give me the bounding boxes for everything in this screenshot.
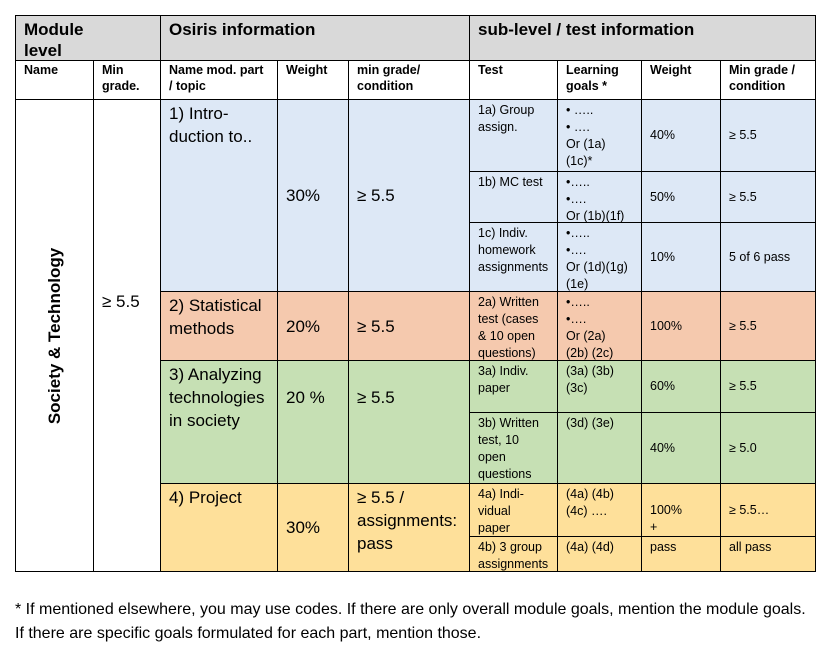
test-1c-goals: •….. •…. Or (1d)(1g) (1e) (557, 222, 642, 292)
test-1b-name: 1b) MC test (469, 171, 558, 223)
part-2-weight-cell (277, 291, 349, 361)
test-4b-weight-cell (641, 536, 721, 572)
module-min-grade: ≥ 5.5 (93, 99, 161, 572)
test-2a-weight-cell (641, 291, 721, 361)
test-1b-condition-cell (720, 171, 816, 223)
test-1b-weight-cell (641, 171, 721, 223)
test-1a-weight-cell (641, 99, 721, 172)
part-3-weight-cell (277, 360, 349, 484)
test-4b-goals: (4a) (4d) (557, 536, 642, 572)
test-4b-name: 4b) 3 group assignments (469, 536, 558, 572)
subheader-test: Test (469, 60, 558, 100)
test-3b-name: 3b) Written test, 10 open questions (469, 412, 558, 484)
test-3a-weight: 60% (650, 379, 676, 393)
test-3b-goals: (3d) (3e) (557, 412, 642, 484)
test-1c-condition-cell (720, 222, 816, 292)
part-3-weight: 20 % (286, 388, 325, 407)
part-2-topic: 2) Statistical methods (160, 291, 278, 361)
test-3b-weight: 40% (650, 440, 676, 455)
test-4a-goals: (4a) (4b) (4c) …. (557, 483, 642, 537)
part-2-weight: 20% (286, 316, 321, 336)
test-3b-weight-cell (641, 412, 721, 484)
part-1-condition-cell (348, 99, 470, 292)
part-1-condition: ≥ 5.5 (357, 186, 395, 205)
test-2a-condition-cell (720, 291, 816, 361)
test-1c-name: 1c) Indiv. homework assignments (469, 222, 558, 292)
test-4b-weight: pass (650, 540, 677, 554)
test-4a-condition: ≥ 5.5… (729, 503, 770, 517)
test-1a-condition: ≥ 5.5 (729, 128, 757, 142)
header-osiris-information: Osiris information (160, 15, 470, 61)
module-table (15, 15, 816, 572)
subheader-learning-goals: Learning goals * (557, 60, 642, 100)
test-3b-condition: ≥ 5.0 (729, 440, 757, 455)
part-2-condition-cell (348, 291, 470, 361)
part-4-topic: 4) Project (160, 483, 278, 572)
test-2a-name: 2a) Written test (cases & 10 open questions) (469, 291, 558, 361)
test-2a-weight: 100% (650, 318, 682, 333)
part-1-weight-cell (277, 99, 349, 292)
subheader-test-weight: Weight (641, 60, 721, 100)
test-1b-weight: 50% (650, 189, 676, 204)
test-1b-goals: •….. •…. Or (1b)(1f) (557, 171, 642, 223)
test-1b-condition: ≥ 5.5 (729, 189, 757, 204)
test-3a-goals: (3a) (3b) (3c) (557, 360, 642, 413)
test-3a-condition: ≥ 5.5 (729, 379, 757, 393)
subheader-min-grade-condition: min grade/ condition (348, 60, 470, 100)
part-4-weight-cell (277, 483, 349, 572)
test-4a-condition-cell (720, 483, 816, 537)
test-3a-condition-cell (720, 360, 816, 413)
part-3-topic: 3) Analyzing technologies in society (160, 360, 278, 484)
test-4b-condition-cell (720, 536, 816, 572)
part-3-condition: ≥ 5.5 (357, 388, 395, 407)
test-4a-weight: 100% + (641, 483, 721, 537)
test-4b-condition: all pass (729, 540, 772, 554)
test-3b-condition-cell (720, 412, 816, 484)
test-1c-weight-cell (641, 222, 721, 292)
subheader-test-min-grade-condition: Min grade / condition (720, 60, 816, 100)
test-1a-condition-cell (720, 99, 816, 172)
test-1c-condition: 5 of 6 pass (729, 249, 791, 264)
test-1a-weight: 40% (650, 128, 676, 142)
test-1c-weight: 10% (650, 249, 676, 264)
subheader-name-mod-part: Name mod. part / topic (160, 60, 278, 100)
subheader-min-grade: Min grade. (93, 60, 161, 100)
subheader-name: Name (15, 60, 94, 100)
test-2a-goals: •….. •…. Or (2a) (2b) (2c) (557, 291, 642, 361)
part-3-condition-cell (348, 360, 470, 484)
part-1-weight: 30% (286, 186, 321, 205)
module-name-cell (15, 99, 94, 572)
test-3a-name: 3a) Indiv. paper (469, 360, 558, 413)
test-1a-goals: • ….. • …. Or (1a) (1c)* (557, 99, 642, 172)
part-4-condition: ≥ 5.5 / assignments: pass (348, 483, 470, 572)
subheader-weight: Weight (277, 60, 349, 100)
header-sub-level-test-information: sub-level / test information (469, 15, 816, 61)
part-2-condition: ≥ 5.5 (357, 316, 395, 336)
test-3a-weight-cell (641, 360, 721, 413)
part-4-weight: 30% (286, 518, 321, 537)
header-module-level: Module level (15, 15, 161, 61)
footnote: * If mentioned elsewhere, you may use codes. If there are only overall module goals, mention the module goals. If there are specific goals formulated for each part, mention those. (15, 601, 806, 642)
part-1-topic: 1) Intro- duction to.. (160, 99, 278, 292)
test-1a-name: 1a) Group assign. (469, 99, 558, 172)
module-name: Society & Technology (44, 247, 64, 424)
test-4a-name: 4a) Indi- vidual paper (469, 483, 558, 537)
test-2a-condition: ≥ 5.5 (729, 318, 757, 333)
